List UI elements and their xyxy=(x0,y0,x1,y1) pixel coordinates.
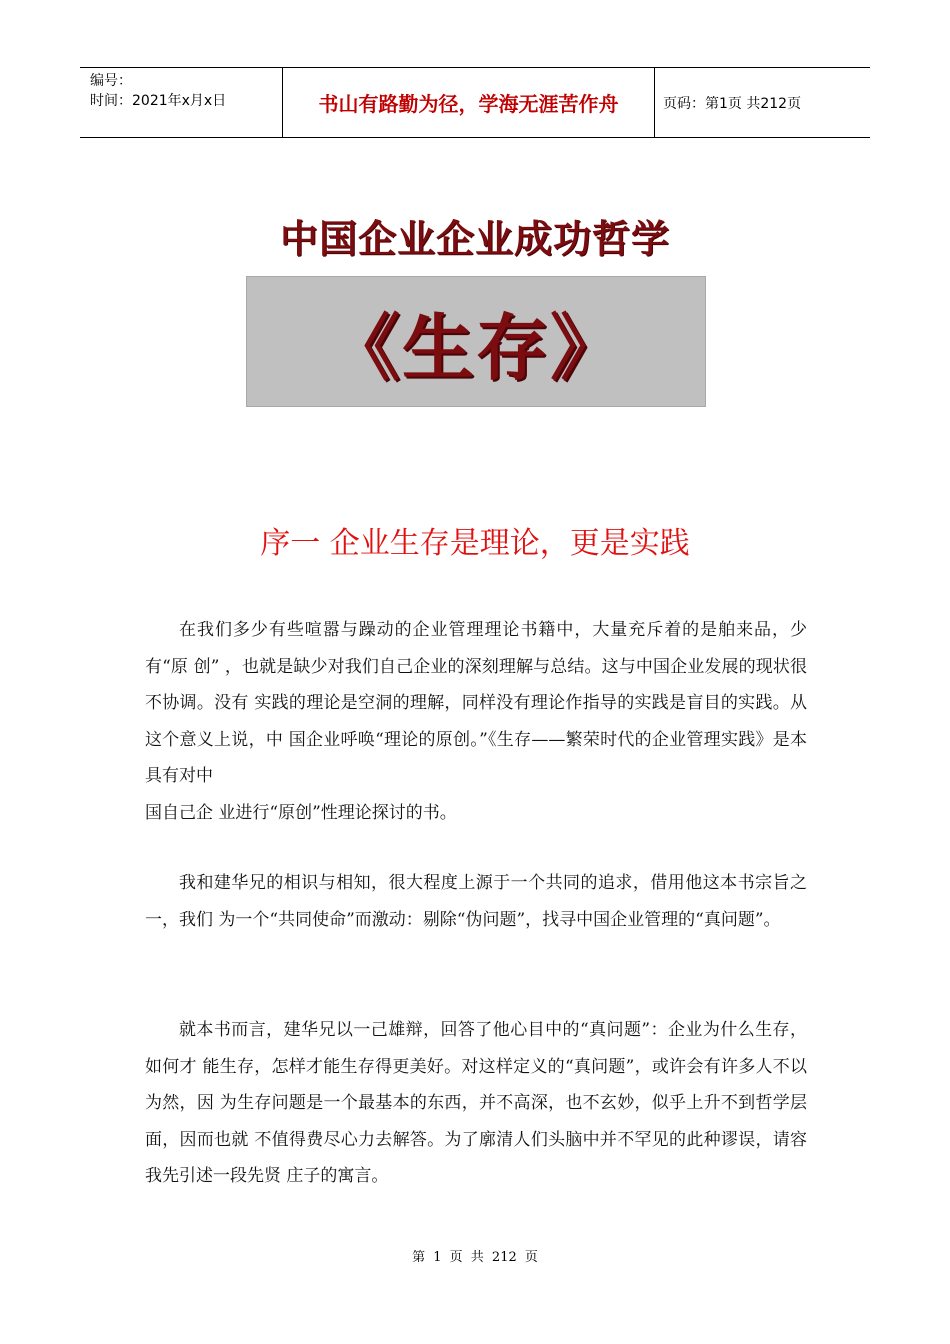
paragraph-text: 在我们多少有些喧嚣与躁动的企业管理理论书籍中，大量充斥着的是舶来品，少有“原 创” ，也就是缺少对我们自己企业的深刻理解与总结。这与中国企业发展的现状很不协调。没有 实践的理论是空洞的理解，同样没有理论作指导的实践是盲目的实践。从这个意义上说，中 国企业呼唤“理论的原创。”《生存——繁荣时代的企业管理实践》是本具有对中 xyxy=(145,620,807,786)
number-label: 编号： xyxy=(90,73,132,89)
paragraph-1 xyxy=(145,612,807,831)
document-header xyxy=(80,67,870,138)
header-page-info: 页码：第1页 共212页 xyxy=(663,95,802,112)
page-footer: 第 1 页 共 212 页 xyxy=(412,1250,538,1265)
main-title: 中国企业企业成功哲学 xyxy=(279,217,670,261)
header-motto: 书山有路勤为径，学海无涯苦作舟 xyxy=(282,68,655,137)
header-meta-cell xyxy=(80,68,282,137)
paragraph-3 xyxy=(145,1012,807,1195)
paragraph-text: 我和建华兄的相识与相知，很大程度上源于一个共同的追求，借用他这本书宗旨之一，我们 为一个“共同使命”而激动：剔除“伪问题”，找寻中国企业管理的“真问题”。 xyxy=(145,873,807,930)
paragraph-text: 国自己企 业进行“原创”性理论探讨的书。 xyxy=(145,802,457,823)
preface-title: 序一 企业生存是理论，更是实践 xyxy=(260,526,690,561)
paragraph-2 xyxy=(145,865,807,938)
time-label: 时间：2021年x月x日 xyxy=(90,93,227,109)
book-title-box xyxy=(246,276,706,407)
book-title: 《生存》 xyxy=(327,305,624,390)
paragraph-text: 就本书而言，建华兄以一己雄辩，回答了他心目中的“真问题”：企业为什么生存，如何才 能生存，怎样才能生存得更美好。对这样定义的“真问题”，或许会有许多人不以为然，因 为生存问题是一个最基本的东西，并不高深，也不玄妙，似乎上升不到哲学层面，因而也就 不值得费尽心力去解答。为了廓清人们头脑中并不罕见的此种谬误，请容我先引述一段先贤 庄子的寓言。 xyxy=(145,1020,807,1186)
